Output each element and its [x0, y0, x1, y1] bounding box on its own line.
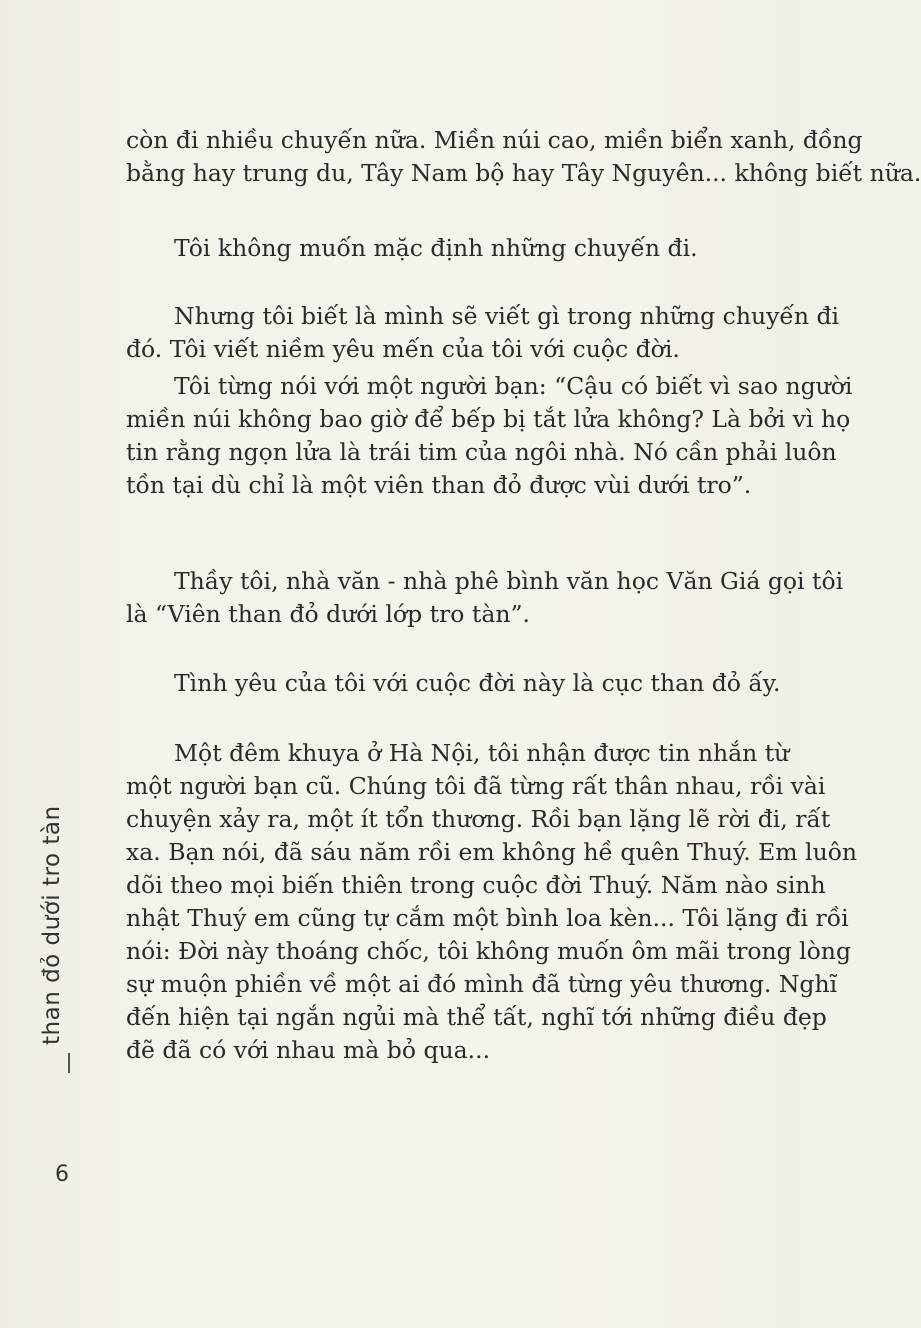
paragraph-6 — [126, 667, 780, 700]
sidebar-divider — [68, 1053, 70, 1073]
text-line: xa. Bạn nói, đã sáu năm rồi em không hề quên Thuý. Em luôn — [126, 838, 857, 866]
paragraph-5 — [126, 565, 843, 631]
text-line: bằng hay trung du, Tây Nam bộ hay Tây Nguyên... không biết nữa. — [126, 159, 921, 187]
text-line: nhật Thuý em cũng tự cắm một bình loa kèn... Tôi lặng đi rồi — [126, 904, 849, 932]
text-line: đến hiện tại ngắn ngủi mà thể tất, nghĩ tới những điều đẹp — [126, 1003, 827, 1031]
text-line: đó. Tôi viết niềm yêu mến của tôi với cuộc đời. — [126, 335, 680, 363]
paragraph-2 — [126, 232, 698, 265]
text-line: sự muộn phiền về một ai đó mình đã từng yêu thương. Nghĩ — [126, 970, 838, 998]
text-line: còn đi nhiều chuyến nữa. Miền núi cao, miền biển xanh, đồng — [126, 126, 863, 154]
running-book-title: than đỏ dưới tro tàn — [39, 805, 65, 1045]
text-line: Thầy tôi, nhà văn - nhà phê bình văn học Văn Giá gọi tôi — [174, 567, 844, 595]
paragraph-3 — [126, 300, 839, 366]
page-number: 6 — [55, 1162, 69, 1187]
text-line: dõi theo mọi biến thiên trong cuộc đời Thuý. Năm nào sinh — [126, 871, 826, 899]
text-line: một người bạn cũ. Chúng tôi đã từng rất thân nhau, rồi vài — [126, 772, 826, 800]
text-line: chuyện xảy ra, một ít tổn thương. Rồi bạn lặng lẽ rời đi, rất — [126, 805, 831, 833]
paragraph-7 — [126, 737, 857, 1067]
text-line: tồn tại dù chỉ là một viên than đỏ được vùi dưới tro”. — [126, 471, 752, 499]
text-line: nói: Đời này thoáng chốc, tôi không muốn ôm mãi trong lòng — [126, 937, 851, 965]
text-line: là “Viên than đỏ dưới lớp tro tàn”. — [126, 600, 530, 628]
text-line: đẽ đã có với nhau mà bỏ qua... — [126, 1036, 491, 1064]
text-line: Nhưng tôi biết là mình sẽ viết gì trong những chuyến đi — [174, 302, 840, 330]
text-line: Tình yêu của tôi với cuộc đời này là cục than đỏ ấy. — [174, 669, 781, 697]
text-line: tin rằng ngọn lửa là trái tim của ngôi nhà. Nó cần phải luôn — [126, 438, 837, 466]
text-line: Một đêm khuya ở Hà Nội, tôi nhận được tin nhắn từ — [174, 739, 790, 767]
text-line: miền núi không bao giờ để bếp bị tắt lửa không? Là bởi vì họ — [126, 405, 851, 433]
paragraph-4 — [126, 370, 852, 502]
paragraph-1 — [126, 124, 921, 190]
text-line: Tôi từng nói với một người bạn: “Cậu có biết vì sao người — [174, 372, 853, 400]
text-line: Tôi không muốn mặc định những chuyến đi. — [174, 234, 698, 262]
